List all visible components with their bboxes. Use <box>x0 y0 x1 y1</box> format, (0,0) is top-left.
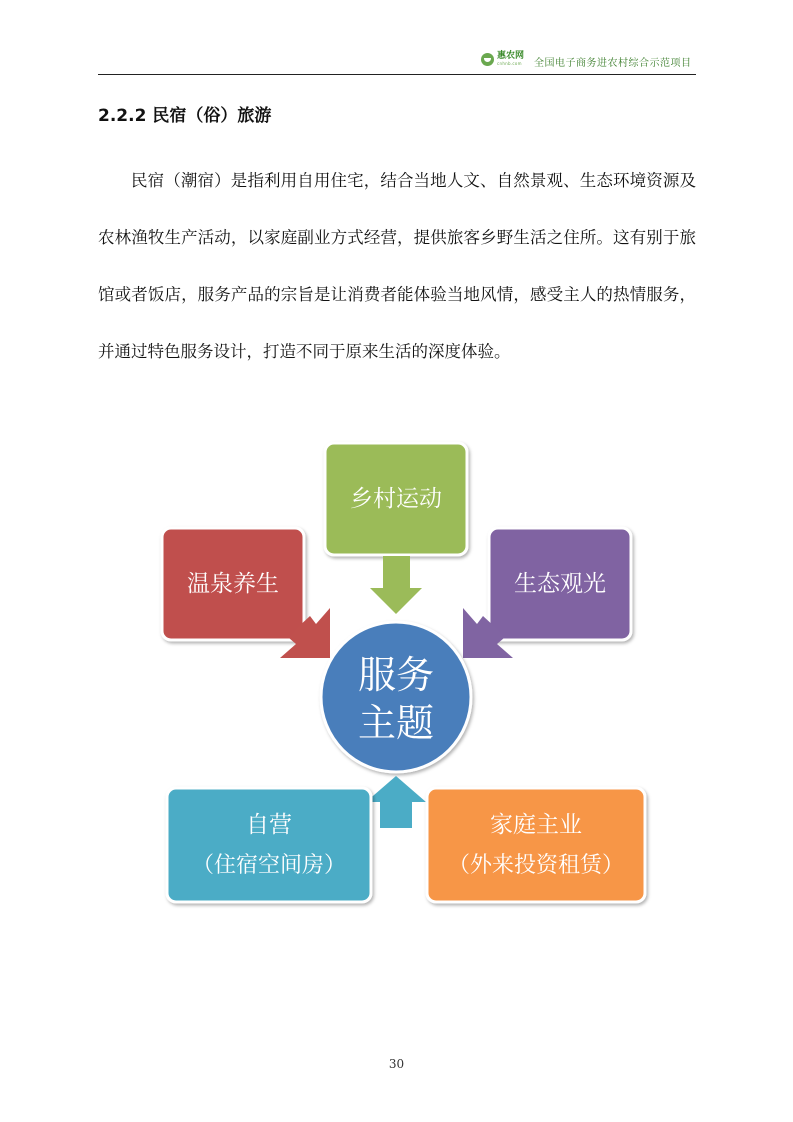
top-box-label: 乡村运动 <box>350 486 442 512</box>
bottom-right-line2: （外来投资租赁） <box>447 853 625 878</box>
left-box-label: 温泉养生 <box>187 571 279 597</box>
top-box <box>325 443 467 555</box>
center-line1: 服务 <box>357 653 435 697</box>
header-title: 全国电子商务进农村综合示范项目 <box>534 58 692 69</box>
logo-name: 惠农网 <box>497 51 525 61</box>
bottom-right-line1: 家庭主业 <box>490 812 582 838</box>
right-box-label: 生态观光 <box>514 571 606 597</box>
bottom-left-line1: 自营 <box>246 812 292 838</box>
arrow-down-icon <box>370 556 422 614</box>
section-heading: 2.2.2 民宿（俗）旅游 <box>98 106 272 126</box>
logo-url: cnhnb.com <box>497 61 522 66</box>
bottom-left-box <box>167 788 371 902</box>
center-circle <box>321 622 471 772</box>
center-line2: 主题 <box>357 701 435 745</box>
arrow-up-icon <box>366 776 426 828</box>
bottom-left-line2: （住宿空间房） <box>191 853 347 878</box>
body-paragraph: 民宿（潮宿）是指利用自用住宅，结合当地人文、自然景观、生态环境资源及农林渔牧生产活动，以家庭副业方式经营，提供旅客乡野生活之住所。这有别于旅馆或者饭店，服务产品的宗旨是让消费者能体验当地风情，感受主人的热情服务，并通过特色服务设计，打造不同于原来生活的深度体验。 <box>98 171 696 361</box>
page-number: 30 <box>388 1057 405 1071</box>
bottom-right-box <box>427 788 645 902</box>
left-box <box>162 528 304 640</box>
right-box <box>489 528 631 640</box>
